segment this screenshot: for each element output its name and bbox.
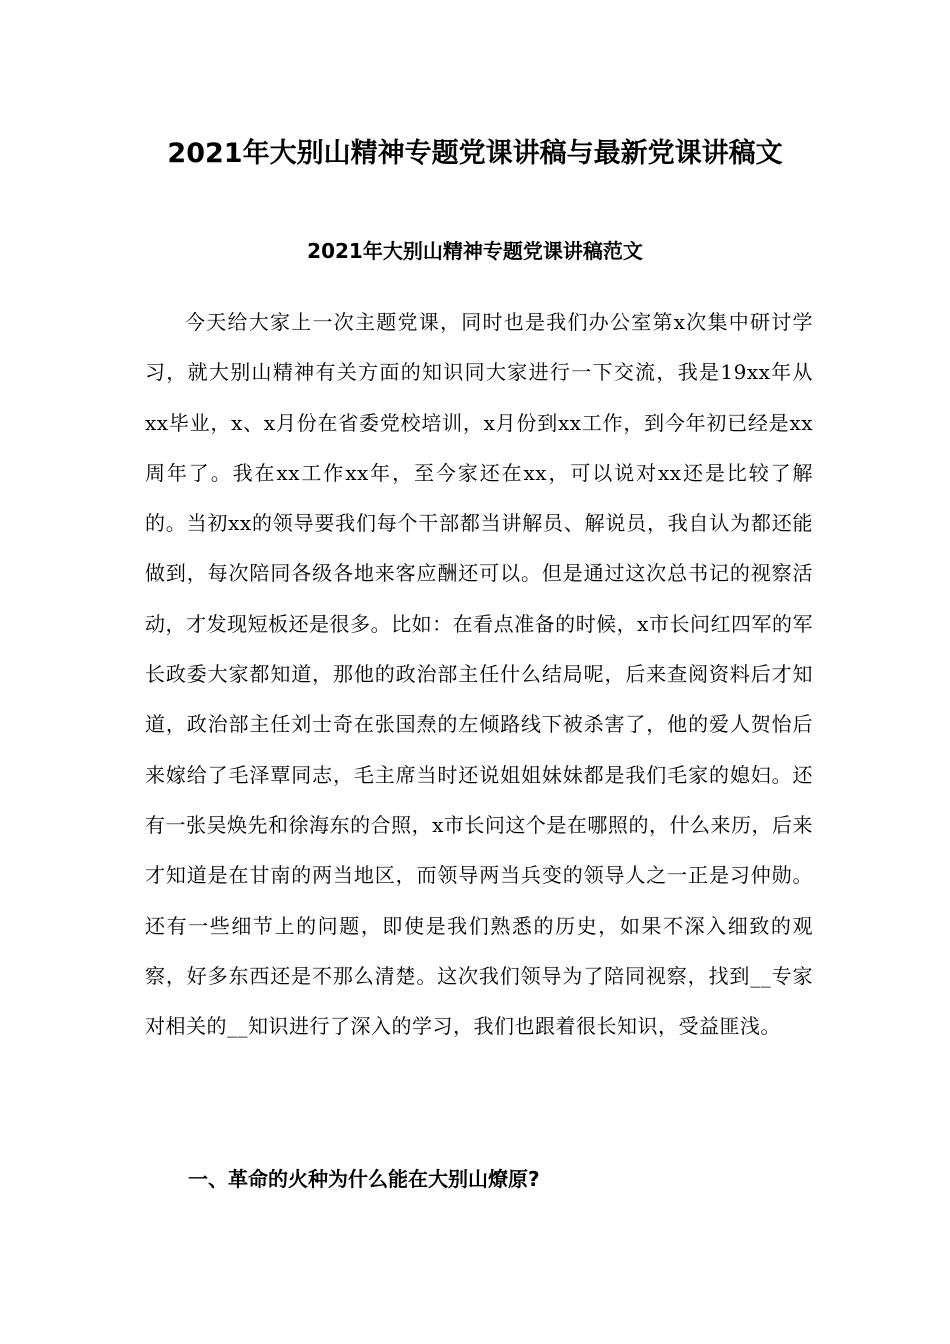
document-title: 2021年大别山精神专题党课讲稿与最新党课讲稿文 (167, 138, 783, 169)
document-subtitle: 2021年大别山精神专题党课讲稿范文 (307, 239, 643, 263)
body-paragraph: 今天给大家上一次主题党课，同时也是我们办公室第x次集中研讨学习，就大别山精神有关方面的知识同大家进行一下交流，我是19xx年从xx毕业，x、x月份在省委党校培训，x月份到xx工作，到今年初已经是xx周年了。我在xx工作xx年，至今家还在xx，可以说对xx还是比较了解的。当初xx的领导要我们每个干部都当讲解员、解说员，我自认为都还能做到，每次陪同各级各地来客应酬还可以。但是通过这次总书记的视察活动，才发现短板还是很多。比如：在看点准备的时候，x市长问红四军的军长政委大家都知道，那他的政治部主任什么结局呢，后来查阅资料后才知道，政治部主任刘士奇在张国焘的左倾路线下被杀害了，他的爱人贺怡后来嫁给了毛泽覃同志，毛主席当时还说姐姐妹妹都是我们毛家的媳妇。还有一张吴焕先和徐海东的合照，x市长问这个是在哪照的，什么来历，后来才知道是在甘南的两当地区，而领导两当兵变的领导人之一正是习仲勋。还有一些细节上的问题，即使是我们熟悉的历史，如果不深入细致的观察，好多东西还是不那么清楚。这次我们领导为了陪同视察，找到__专家对相关的__知识进行了深入的学习，我们也跟着很长知识，受益匪浅。 (145, 310, 813, 1039)
section-heading: 一、革命的火种为什么能在大别山燎原? (188, 1167, 540, 1191)
